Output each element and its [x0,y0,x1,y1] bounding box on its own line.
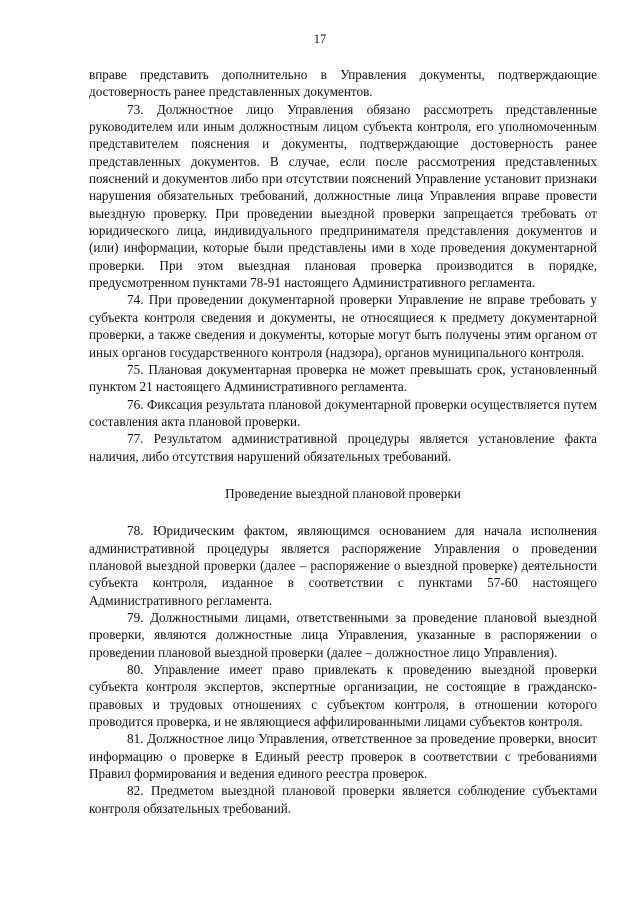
paragraph-79: 79. Должностными лицами, ответственными за проведение плановой выездной проверки, являются должностные лица Управления, указанные в распоряжении о проведении плановой выездной проверки (далее – должностное лицо Управления). [89,609,597,660]
paragraph-76: 76. Фиксация результата плановой документарной проверки осуществляется путем составления акта плановой проверки. [89,396,597,429]
paragraph-77: 77. Результатом административной процедуры является установление факта наличия, либо отсутствия нарушений обязательных требований. [89,431,597,464]
paragraph-75: 75. Плановая документарная проверка не может превышать срок, установленный пунктом 21 настоящего Административного регламента. [89,361,597,395]
paragraph-73: 73. Должностное лицо Управления обязано рассмотреть представленные руководителем или иным должностным лицом субъекта контроля, его уполномоченным представителем пояснения и документы, подтверждающие достоверность ранее представленных документов. В случае, если после рассмотрения представленных пояснений и документов либо при отсутствии пояснений Управление установит признаки нарушения обязательных требований, должностные лица Управления вправе провести выездную проверку. При проведении выездной проверки запрещается требовать от юридического лица, индивидуального предпринимателя представления документов и (или) информации, которые были представлены ими в ходе проведения документарной проверки. При этом выездная плановая проверка производится в порядке, предусмотренном пунктами 78-91 настоящего Административного регламента. [89,101,597,291]
paragraph-74: 74. При проведении документарной проверки Управление не вправе требовать у субъекта контроля сведения и документы, не относящиеся к предмету документарной проверки, а также сведения и документы, которые могут быть получены этим органом от иных органов государственного контроля (надзора), органов муниципального контроля. [89,292,597,360]
paragraph-78: 78. Юридическим фактом, являющимся основанием для начала исполнения административной процедуры является распоряжение Управления о проведении плановой выездной проверки (далее – распоряжение о выездной проверке) деятельности субъекта контроля, изданное в соответствии с пунктами 57-60 настоящего Административного регламента. [89,523,597,608]
paragraph-81: 81. Должностное лицо Управления, ответственное за проведение проверки, вносит информацию о проверке в Единый реестр проверок в соответствии с требованиями Правил формирования и ведения единого реестра проверок. [89,731,597,782]
page-number: 17 [313,32,327,46]
document-body [89,66,597,817]
paragraph-continuation: вправе представить дополнительно в Управления документы, подтверждающие достоверность ранее представленных документов. [89,67,597,100]
paragraph-82: 82. Предметом выездной плановой проверки является соблюдение субъектами контроля обязательных требований. [89,783,597,816]
section-heading: Проведение выездной плановой проверки [225,485,461,501]
paragraph-80: 80. Управление имеет право привлекать к проведению выездной проверки субъекта контроля экспертов, экспертные организации, не состоящие в гражданско-правовых и трудовых отношениях с субъектом контроля, в отношении которого проводится проверка, и не являющиеся аффилированными лицами субъектов контроля. [89,662,597,730]
